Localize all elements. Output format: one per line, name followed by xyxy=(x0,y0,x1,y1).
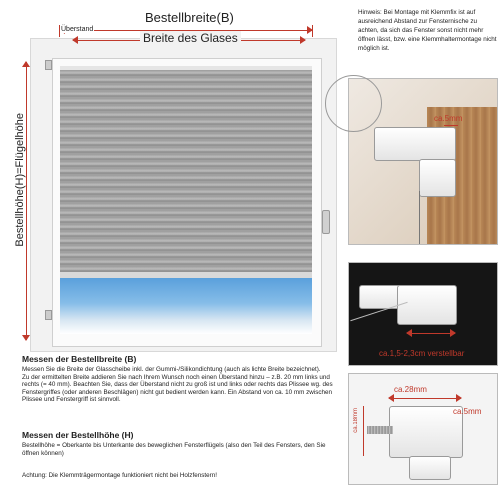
window-handle xyxy=(322,210,330,234)
zoom-circle xyxy=(325,75,382,132)
height-18mm-label: ca.18mm xyxy=(353,408,359,433)
width-section-line2: Zu der ermittelten Breite addieren Sie nach Ihrem Wunsch noch einen Überstand hinzu – z.B. 20 mm links und rechts (= 40 mm). Beachten Sie, dass der Überstand nicht zu groß ist und links oder rechts das Plissee wg. des Fenstergriffes (oder anderen Beschlägen) nicht gut bedient werden kann. Ein Abstand von ca. 10 mm zwischen Plissee und Fenstergriff ist sinnvoll. xyxy=(22,373,333,404)
hinge-bottom xyxy=(45,310,52,320)
clamp-bracket-foot xyxy=(419,159,456,197)
gap-5mm-label: ca.5mm xyxy=(434,114,463,123)
overlap-label: Überstand xyxy=(61,26,94,33)
clamp-bracket xyxy=(374,127,456,161)
adjustable-range-line xyxy=(407,333,455,334)
bracket-photo-dimensions xyxy=(348,373,498,485)
order-width-tick-right xyxy=(312,25,313,37)
bracket-foot xyxy=(409,456,451,480)
warning-note: Achtung: Die Klemmträgermontage funktioniert nicht bei Holzfenstern! xyxy=(22,472,217,479)
width-28mm-label: ca.28mm xyxy=(394,385,427,394)
width-28mm-line xyxy=(389,398,461,399)
bracket-body xyxy=(389,406,463,458)
bracket-photo-adjustable xyxy=(348,262,498,366)
height-section-line1: Bestellhöhe = Oberkante bis Unterkante des beweglichen Fensterflügels (also den Teil des Fensters, den Sie öffnen können) xyxy=(22,442,326,457)
order-height-label: Bestellhöhe(H)=Flügelhöhe xyxy=(14,110,26,250)
bracket-block xyxy=(397,285,457,325)
order-height-line xyxy=(26,62,27,340)
height-18mm-line xyxy=(363,406,364,456)
adjust-screw xyxy=(367,426,393,434)
height-section-title: Messen der Bestellhöhe (H) xyxy=(22,430,134,440)
width-section-line1: Messen Sie die Breite der Glasscheibe inkl. der Gummi-/Silikondichtung (auch als lichte Breite bezeichnet). xyxy=(22,366,321,373)
gap-5mm-line xyxy=(444,125,458,126)
adjustable-range-label: ca.1,5-2,3cm verstellbar xyxy=(379,349,465,358)
tension-cord xyxy=(419,191,420,244)
glass-width-label: Breite des Glases xyxy=(140,31,241,45)
hinge-top xyxy=(45,60,52,70)
gap-5mm-bottom-label: ca.5mm xyxy=(453,407,482,416)
width-instructions xyxy=(22,354,340,404)
width-section-title: Messen der Bestellbreite (B) xyxy=(22,354,137,364)
height-instructions xyxy=(22,430,340,457)
pleated-blind xyxy=(60,66,312,278)
order-width-label: Bestellbreite(B) xyxy=(145,10,234,25)
window-sky-view xyxy=(60,278,312,334)
mounting-hint: Hinweis: Bei Montage mit Klemmfix ist auf ausreichend Abstand zur Fensternische zu achten, da sich das Fenster sonst nicht mehr öffnen lässt, bzw. eine Klemmhaltermontage nicht möglich ist. xyxy=(358,9,497,52)
